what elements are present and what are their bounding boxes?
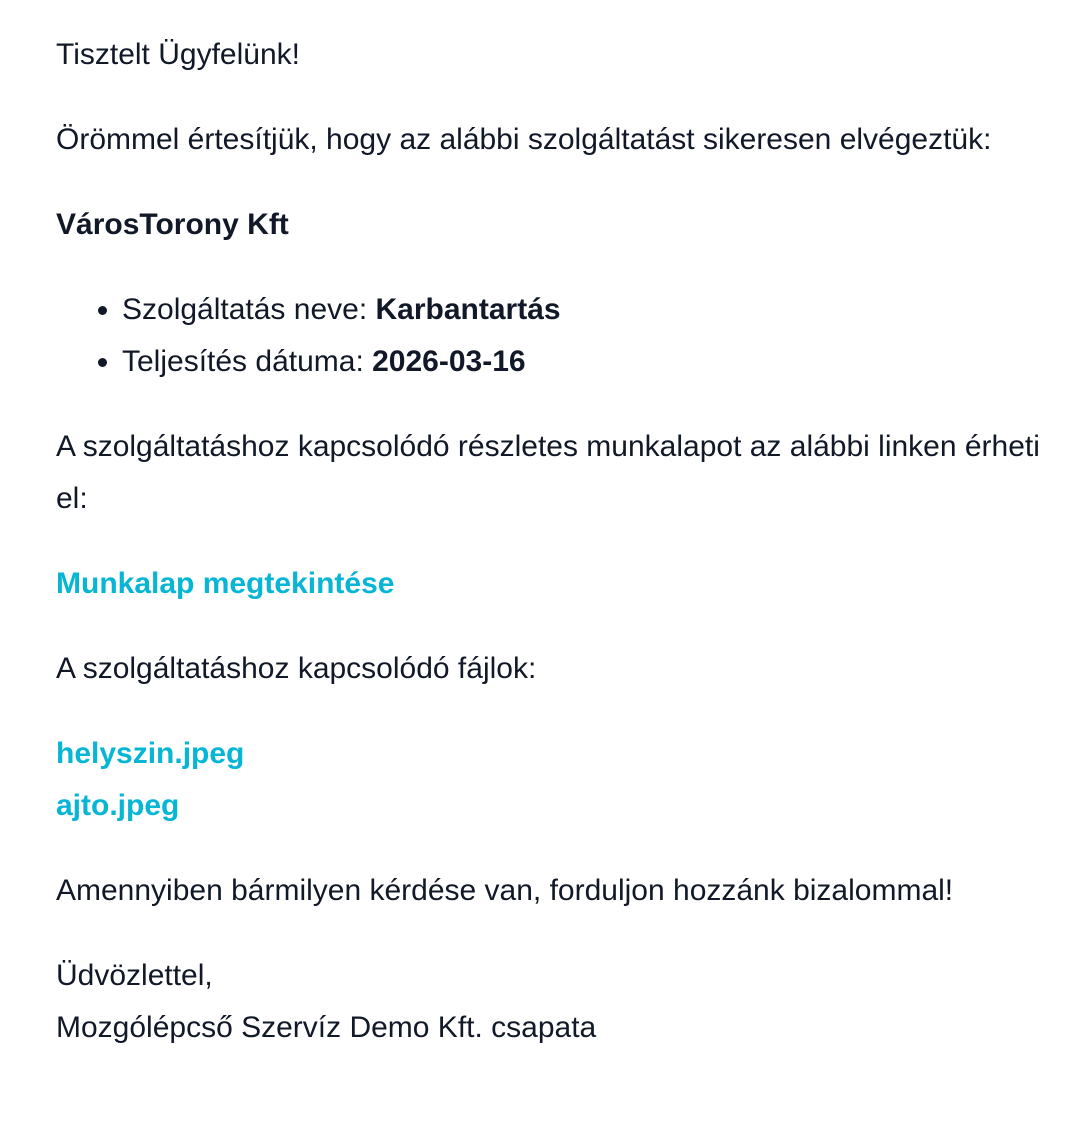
closing: Üdvözlettel,: [56, 959, 213, 992]
signature: Mozgólépcső Szervíz Demo Kft. csapata: [56, 1011, 597, 1044]
detail-label: Teljesítés dátuma:: [122, 345, 373, 378]
detail-completion-date: [122, 336, 1056, 388]
email-body: [56, 29, 1056, 1054]
service-details-list: [56, 284, 1056, 388]
detail-value: Karbantartás: [375, 293, 561, 326]
files-text: A szolgáltatáshoz kapcsolódó fájlok:: [56, 652, 537, 685]
file-link[interactable]: helyszin.jpeg: [56, 737, 245, 770]
detail-service-name: [122, 284, 1056, 336]
questions-text: Amennyiben bármilyen kérdése van, forduljon hozzánk bizalommal!: [56, 874, 954, 907]
file-link[interactable]: ajto.jpeg: [56, 789, 180, 822]
detail-label: Szolgáltatás neve:: [122, 293, 376, 326]
worksheet-link[interactable]: Munkalap megtekintése: [56, 567, 395, 600]
files-list: [56, 728, 1056, 832]
worksheet-text: A szolgáltatáshoz kapcsolódó részletes munkalapot az alábbi linken érheti el:: [56, 430, 1040, 515]
greeting: Tisztelt Ügyfelünk!: [56, 38, 300, 71]
intro-text: Örömmel értesítjük, hogy az alábbi szolgáltatást sikeresen elvégeztük:: [56, 123, 992, 156]
company-name: VárosTorony Kft: [56, 208, 289, 241]
signature-block: [56, 950, 1056, 1054]
detail-value: 2026-03-16: [372, 345, 526, 378]
